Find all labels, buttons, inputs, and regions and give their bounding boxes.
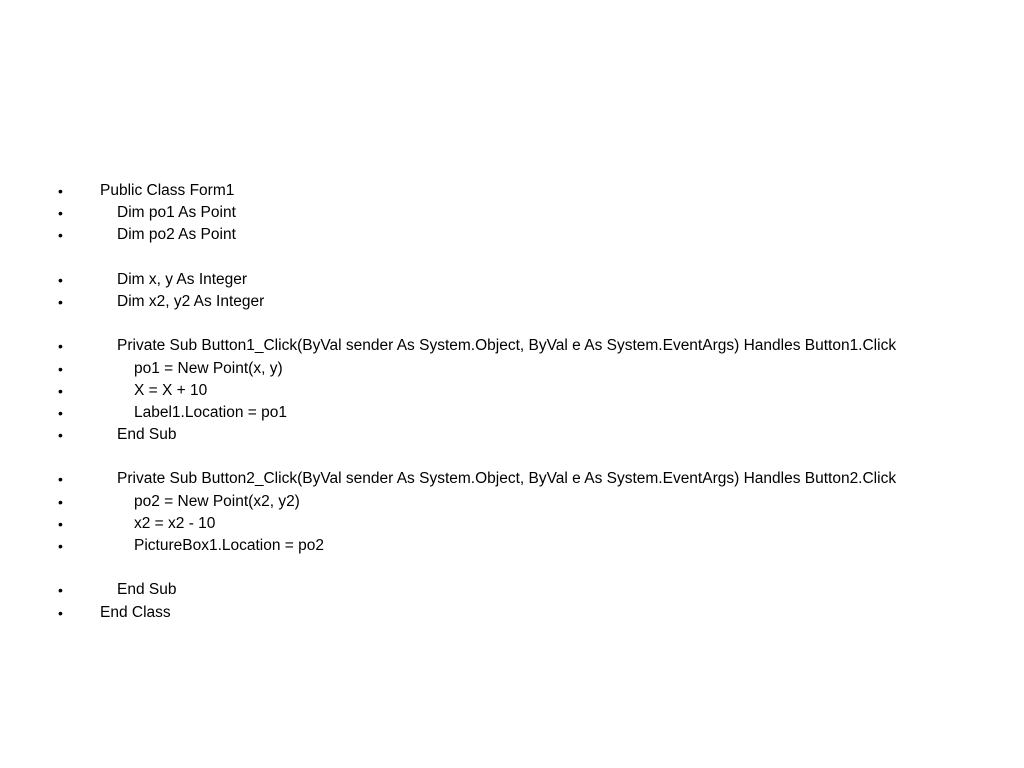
code-text: Dim x2, y2 As Integer xyxy=(117,292,265,310)
bullet-icon: • xyxy=(58,427,63,444)
code-text: Dim po2 As Point xyxy=(117,226,236,244)
code-text: Public Class Form1 xyxy=(100,182,235,199)
bullet-icon: • xyxy=(58,360,63,377)
bullet-icon: • xyxy=(58,604,63,621)
code-text: Private Sub Button1_Click(ByVal sender As System.Object, ByVal e As System.EventArgs) Handles Button1.Click xyxy=(117,337,897,355)
code-text: End Sub xyxy=(117,581,177,599)
code-text: Dim po1 As Point xyxy=(117,204,236,222)
bullet-icon: • xyxy=(58,205,63,222)
code-line xyxy=(58,513,1008,535)
blank-line xyxy=(58,446,1008,468)
code-line xyxy=(58,380,1008,402)
code-line xyxy=(58,224,1008,246)
blank-line xyxy=(58,313,1008,335)
bullet-icon: • xyxy=(58,538,63,554)
bullet-icon: • xyxy=(58,382,63,399)
code-line xyxy=(58,491,1008,513)
code-line xyxy=(58,335,1008,357)
code-listing xyxy=(58,180,1008,624)
bullet-icon: • xyxy=(58,471,63,488)
code-line xyxy=(58,468,1008,490)
code-line xyxy=(58,579,1008,601)
code-line xyxy=(58,180,1008,202)
code-text: x2 = x2 - 10 xyxy=(134,514,216,532)
code-line xyxy=(58,291,1008,313)
blank-line xyxy=(58,247,1008,269)
bullet-icon: • xyxy=(58,493,63,510)
bullet-icon: • xyxy=(58,338,63,355)
code-text: End Sub xyxy=(117,426,177,444)
bullet-icon: • xyxy=(58,293,63,310)
bullet-icon: • xyxy=(58,271,63,288)
bullet-icon: • xyxy=(58,183,63,199)
blank-line xyxy=(58,557,1008,579)
code-line xyxy=(58,602,1008,624)
code-text: Private Sub Button2_Click(ByVal sender As System.Object, ByVal e As System.EventArgs) Handles Button2.Click xyxy=(117,470,897,488)
code-text: Dim x, y As Integer xyxy=(117,270,248,288)
code-text: po2 = New Point(x2, y2) xyxy=(134,492,300,510)
code-line xyxy=(58,402,1008,424)
code-line xyxy=(58,202,1008,224)
bullet-icon: • xyxy=(58,404,63,421)
bullet-icon: • xyxy=(58,227,63,244)
code-line xyxy=(58,358,1008,380)
bullet-icon: • xyxy=(58,582,63,599)
code-text: PictureBox1.Location = po2 xyxy=(134,537,325,554)
code-line xyxy=(58,424,1008,446)
bullet-icon: • xyxy=(58,515,63,532)
code-line xyxy=(58,269,1008,291)
code-text: End Class xyxy=(100,603,171,621)
code-text: X = X + 10 xyxy=(134,381,208,399)
code-text: po1 = New Point(x, y) xyxy=(134,359,283,377)
code-line xyxy=(58,535,1008,557)
code-text: Label1.Location = po1 xyxy=(134,403,287,421)
